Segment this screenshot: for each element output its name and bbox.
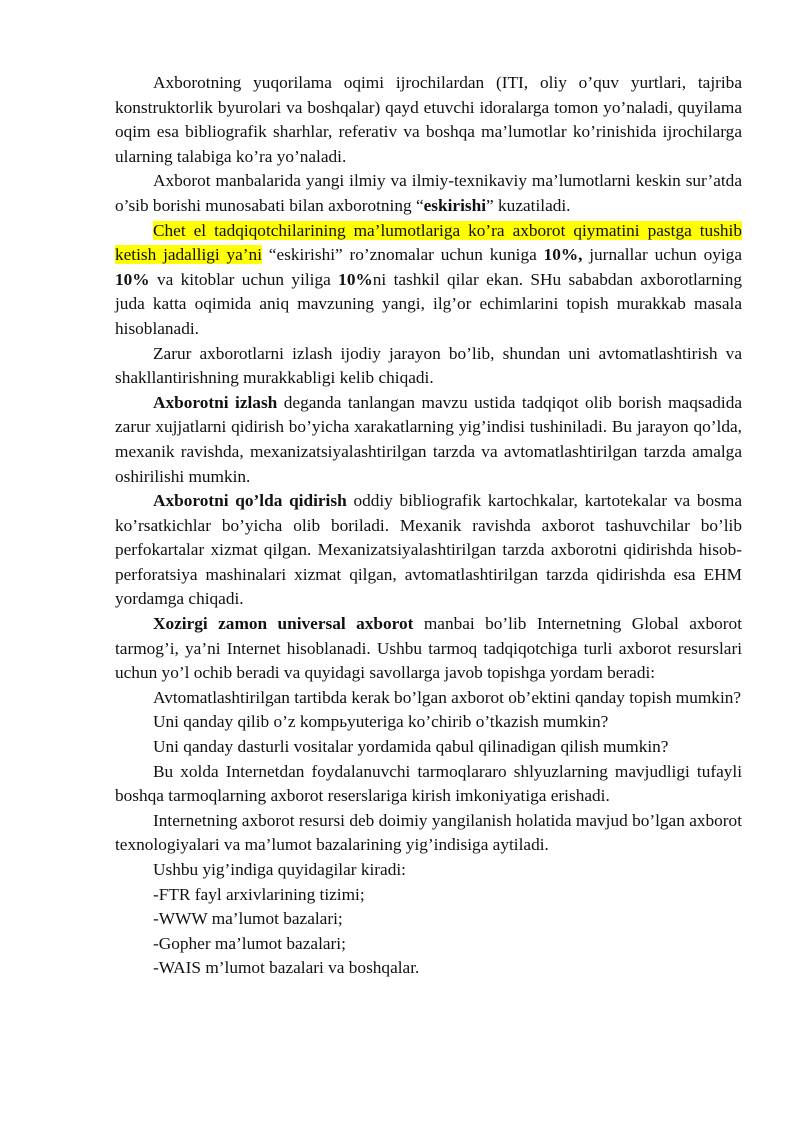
list-item [115,956,742,981]
paragraph-text: Zarur axborotlarni izlash ijodiy jarayon bo’lib, shundan uni avtomatlashtirish va shakllantirishning murakkabligi kelib chiqadi. [115,343,742,388]
paragraph-5 [115,391,742,489]
paragraph-text: deganda tanlangan mavzu ustida tadqiqot olib borish maqsadida zarur xujjatlarni qidirish bo’yicha xarakatlarning yig’indisi tushiniladi. Bu jarayon qo’lda, mexanik ravishda, mexanizatsiyalashtirilgan tarzda va avtomatlashtirilgan tarzda amalga oshirilishi mumkin. [115,392,743,486]
list-item-text: -WWW ma’lumot bazalari; [153,909,343,929]
bold-percent: 10% [338,269,373,289]
bold-term: Xozirgi zamon universal axborot [153,614,414,634]
bold-term: eskirishi [423,195,487,215]
list-item-text: -FTR fayl arxivlarining tizimi; [153,884,365,904]
paragraph-text: ni tashkil qilar ekan. SHu sababdan axborotlarning juda katta oqimida aniq mavzuning yangi, ilg’or echimlarini topish murakkab masala hisoblanadi. [115,269,742,338]
paragraph-text: Internetning axborot resursi deb doimiy yangilanish holatida mavjud bo’lgan axborot texnologiyalari va ma’lumot bazalarining yig’indisiga aytiladi. [115,810,742,855]
paragraph-text: oddiy bibliografik kartochkalar, kartotekalar va bosma ko’rsatkichlar bo’yicha olib boriladi. Mexanik ravishda axborot tashuvchilar bo’lib perfokartalar xizmat qilgan. Mexanizatsiyalashtirilgan tarzda axborotni qidirishda hisob-perforatsiya mashinalari xizmat qilgan, avtomatlashtirilgan tarzda qidirishda esa EHM yordamga chiqadi. [115,491,742,609]
paragraph-text: “eskirishi” ro’znomalar uchun kuniga [262,245,544,265]
paragraph-8 [115,686,742,711]
paragraph-text: Axborot manbalarida yangi ilmiy va ilmiy-texnikaviy ma’lumotlarni keskin sur’atda o’sib borishi munosabati bilan axborotning “ [115,171,742,215]
paragraph-3 [115,219,742,342]
paragraph-6 [115,489,742,612]
bold-percent: 10% [115,269,150,289]
paragraph-13 [115,858,742,883]
paragraph-2 [115,169,742,218]
paragraph-text: ” kuzatiladi. [486,195,571,215]
paragraph-12 [115,809,742,858]
paragraph-7 [115,612,742,686]
highlighted-text: Chet el tadqiqotchilarining ma’lumotlariga ko’ra axborot qiymatini pastga tushib ketish jadalligi ya’ni [115,220,742,265]
paragraph-text: Avtomatlashtirilgan tartibda kerak bo’lgan axborot ob’ektini qanday topish mumkin? [153,687,742,707]
paragraph-4 [115,342,742,391]
paragraph-text: Axborotning yuqorilama oqimi ijrochilardan (ITI, oliy o’quv yurtlari, tajriba konstruktorlik byurolari va boshqalar) qayd etuvchi idoralarga tomon yo’naladi, quyilama oqim esa bibliografik sharhlar, referativ va boshqa ma’lumotlar ko’rinishida ijrochilarga ularning talabiga ko’ra yo’naladi. [115,73,742,166]
list-item [115,932,742,957]
paragraph-11 [115,760,742,809]
paragraph-text: Ushbu yig’indiga quyidagilar kiradi: [153,860,406,879]
bold-term: Axborotni qo’lda qidirish [153,491,347,511]
paragraph-text: manbai bo’lib Internetning Global axborot tarmog’i, ya’ni Internet hisoblanadi. Ushbu tarmoq tadqiqotchiga turli axborot resurslari uchun yo’l ochib beradi va quyidagi savollarga javob topishga yordam beradi: [115,614,742,683]
bold-term: Axborotni izlash [153,392,278,412]
list-item-text: -WAIS m’lumot bazalari va boshqalar. [153,958,420,978]
paragraph-text: Uni qanday dasturli vositalar yordamida qabul qilinadigan qilish mumkin? [153,737,669,757]
paragraph-10 [115,735,742,760]
paragraph-text: Bu xolda Internetdan foydalanuvchi tarmoqlararo shlyuzlarning mavjudligi tufayli boshqa tarmoqlarning axborot reserslariga kirish imkoniyatiga erishadi. [115,761,742,806]
paragraph-1 [115,71,742,169]
list-item-text: -Gopher ma’lumot bazalari; [153,933,346,953]
paragraph-text: va kitoblar uchun yiliga [149,269,339,289]
list-item [115,883,742,908]
paragraph-text: Uni qanday qilib o’z kompьyuteriga ko’chirib o’tkazish mumkin? [153,712,609,732]
bold-percent: 10%, [543,245,583,265]
paragraph-text: jurnallar uchun oyiga [582,245,742,265]
list-item [115,907,742,932]
paragraph-9 [115,710,742,735]
